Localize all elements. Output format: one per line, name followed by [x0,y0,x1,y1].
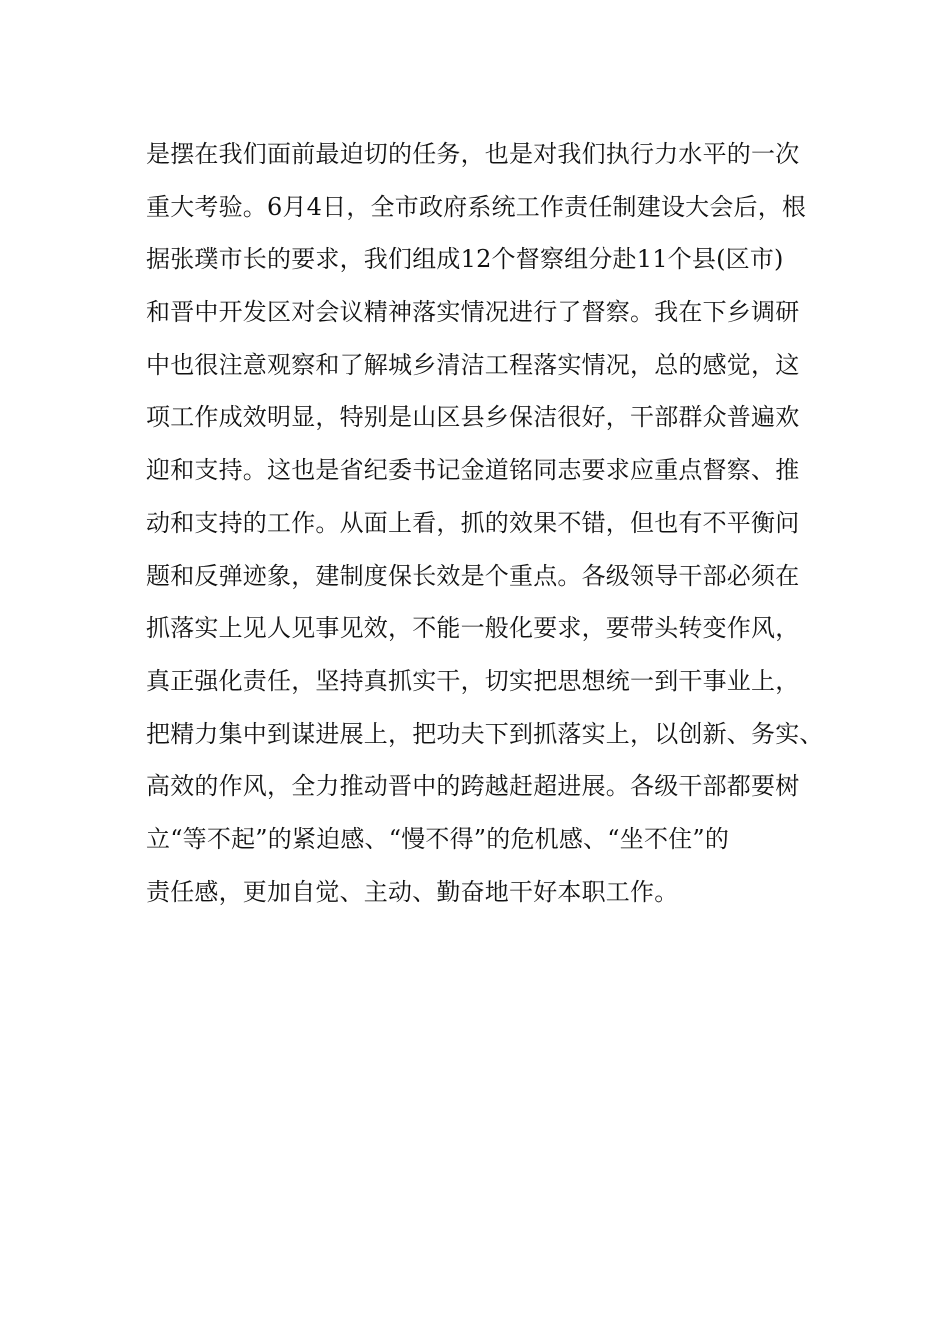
text-line: 抓落实上见人见事见效，不能一般化要求，要带头转变作风， [146,614,800,643]
text-line: 是摆在我们面前最迫切的任务，也是对我们执行力水平的一次 [146,140,800,168]
text-line: 和晋中开发区对会议精神落实情况进行了督察。我在下乡调研 [146,298,800,327]
text-line: 迎和支持。这也是省纪委书记金道铭同志要求应重点督察、推 [146,456,800,485]
body-text [146,128,866,918]
text-line: 责任感，更加自觉、主动、勤奋地干好本职工作。 [146,877,679,906]
text-line: 题和反弹迹象，建制度保长效是个重点。各级领导干部必须在 [146,561,800,590]
text-line: 重大考验。6月4日，全市政府系统工作责任制建设大会后，根 [146,192,807,221]
text-line: 把精力集中到谋进展上，把功夫下到抓落实上，以创新、务实、 [146,719,824,748]
text-line: 立“等不起”的紧迫感、“慢不得”的危机感、“坐不住”的 [146,824,730,853]
text-line: 项工作成效明显，特别是山区县乡保洁很好，干部群众普遍欢 [146,403,800,432]
text-line: 高效的作风，全力推动晋中的跨越赶超进展。各级干部都要树 [146,772,800,801]
text-line: 据张璞市长的要求，我们组成12个督察组分赴11个县(区市) [146,245,784,274]
text-line: 真正强化责任，坚持真抓实干，切实把思想统一到干事业上， [146,666,800,695]
text-line: 动和支持的工作。从面上看，抓的效果不错，但也有不平衡问 [146,508,800,537]
text-line: 中也很注意观察和了解城乡清洁工程落实情况，总的感觉，这 [146,350,800,379]
